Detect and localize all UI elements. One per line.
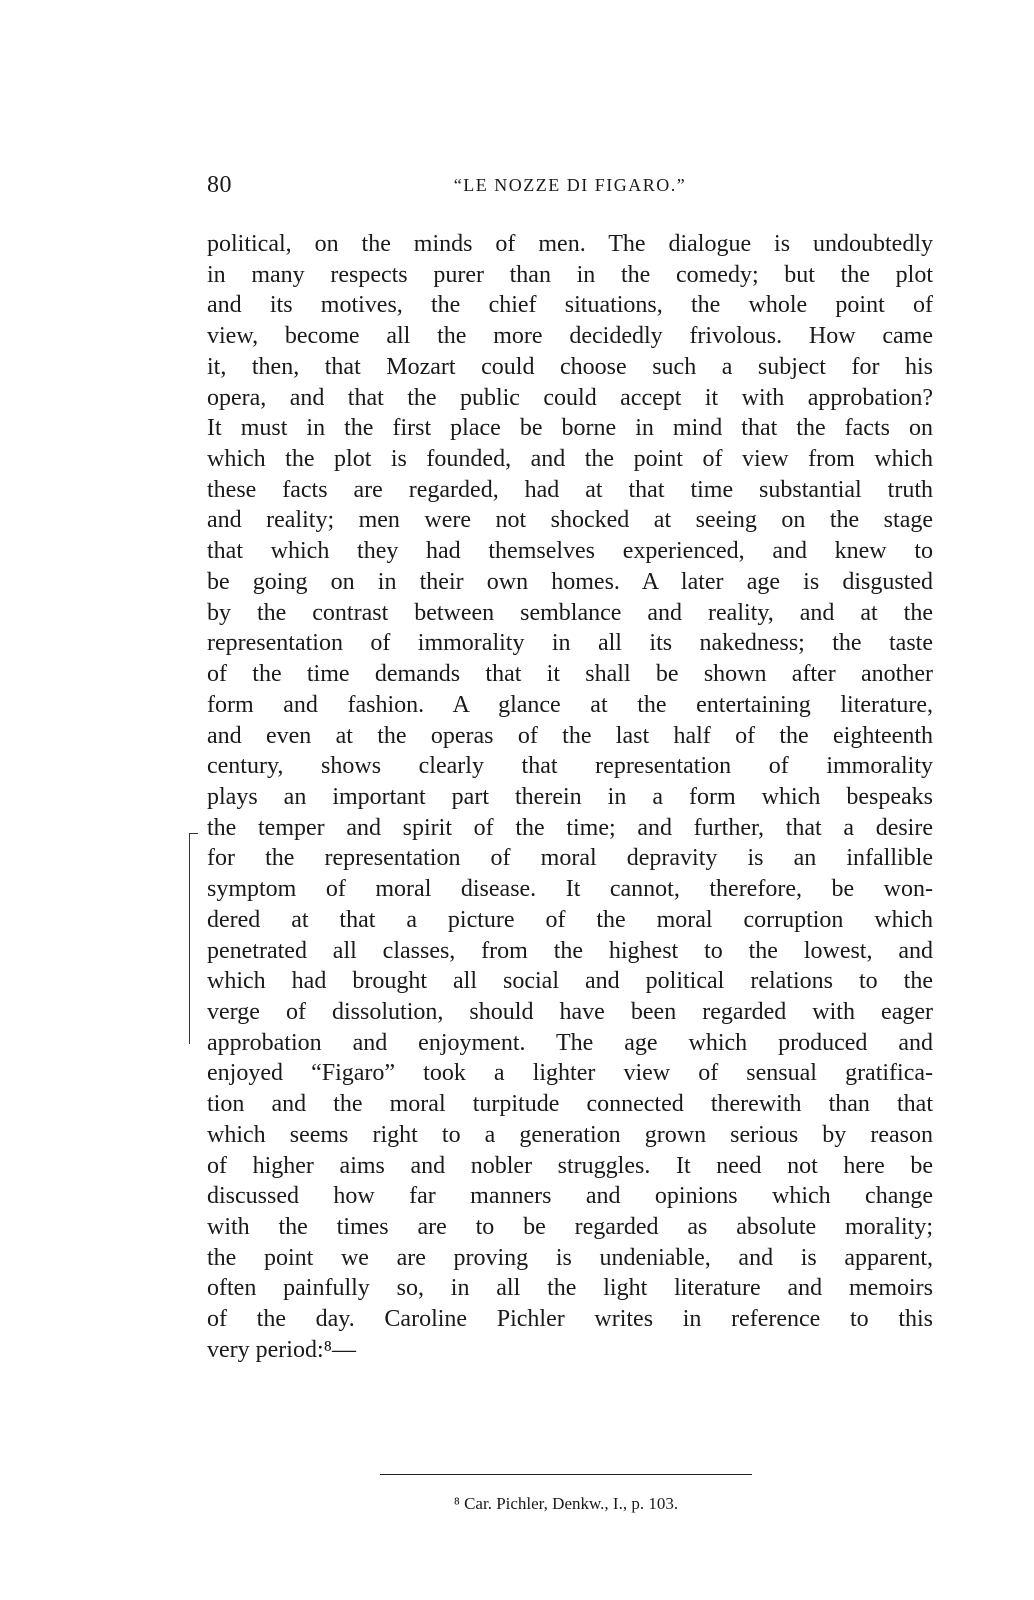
page-number: 80	[207, 172, 232, 198]
text-line: view, become all the more decidedly frivolous. How came	[207, 323, 933, 350]
text-line: by the contrast between semblance and reality, and at the	[207, 599, 933, 626]
text-line: form and fashion. A glance at the entertaining literature,	[207, 691, 933, 718]
text-line: opera, and that the public could accept it with approbation?	[207, 384, 933, 411]
running-title: “LE NOZZE DI FIGARO.”	[453, 175, 687, 195]
text-line: penetrated all classes, from the highest to the lowest, and	[207, 937, 933, 964]
text-line: the temper and spirit of the time; and further, that a desire	[207, 814, 933, 841]
text-line: which seems right to a generation grown serious by reason	[207, 1121, 933, 1148]
text-line: which had brought all social and political relations to the	[207, 968, 933, 995]
text-line: and even at the operas of the last half of the eighteenth	[207, 722, 933, 749]
text-line: verge of dissolution, should have been regarded with eager	[207, 998, 933, 1025]
body-text	[207, 229, 933, 1366]
text-line: and reality; men were not shocked at seeing on the stage	[207, 507, 933, 534]
text-line: plays an important part therein in a form which bespeaks	[207, 783, 933, 810]
text-line: of higher aims and nobler struggles. It need not here be	[207, 1152, 933, 1179]
text-line: in many respects purer than in the comedy; but the plot	[207, 261, 933, 288]
text-line: approbation and enjoyment. The age which produced and	[207, 1029, 933, 1056]
text-line: dered at that a picture of the moral corruption which	[207, 906, 933, 933]
margin-bracket-mark	[189, 833, 198, 1044]
text-line: discussed how far manners and opinions which change	[207, 1183, 933, 1210]
text-line: It must in the first place be borne in mind that the facts on	[207, 415, 933, 442]
text-line: and its motives, the chief situations, the whole point of	[207, 292, 933, 319]
text-line: enjoyed “Figaro” took a lighter view of sensual gratifica-	[207, 1060, 933, 1087]
text-line: these facts are regarded, had at that time substantial truth	[207, 476, 933, 503]
page-header	[207, 172, 933, 202]
text-line: political, on the minds of men. The dialogue is undoubtedly	[207, 231, 933, 257]
text-line: with the times are to be regarded as absolute morality;	[207, 1214, 933, 1240]
text-line: it, then, that Mozart could choose such a subject for his	[207, 353, 933, 380]
text-line-last: very period:⁸—	[207, 1336, 356, 1363]
text-line: the point we are proving is undeniable, and is apparent,	[207, 1244, 933, 1271]
text-line: symptom of moral disease. It cannot, therefore, be won-	[207, 876, 933, 903]
text-line: century, shows clearly that representation of immorality	[207, 753, 933, 780]
footnote-divider	[380, 1474, 752, 1475]
footnote: ⁸ Car. Pichler, Denkw., I., p. 103.	[453, 1494, 679, 1513]
text-line: tion and the moral turpitude connected therewith than that	[207, 1091, 933, 1118]
text-line: often painfully so, in all the light literature and memoirs	[207, 1275, 933, 1302]
text-line: which the plot is founded, and the point of view from which	[207, 446, 933, 473]
text-line: that which they had themselves experienced, and knew to	[207, 538, 933, 565]
text-line: for the representation of moral depravity is an infallible	[207, 845, 933, 872]
text-line: representation of immorality in all its nakedness; the taste	[207, 630, 933, 657]
text-line: be going on in their own homes. A later age is disgusted	[207, 568, 933, 595]
text-line: of the day. Caroline Pichler writes in reference to this	[207, 1306, 933, 1333]
text-line: of the time demands that it shall be shown after another	[207, 661, 933, 688]
